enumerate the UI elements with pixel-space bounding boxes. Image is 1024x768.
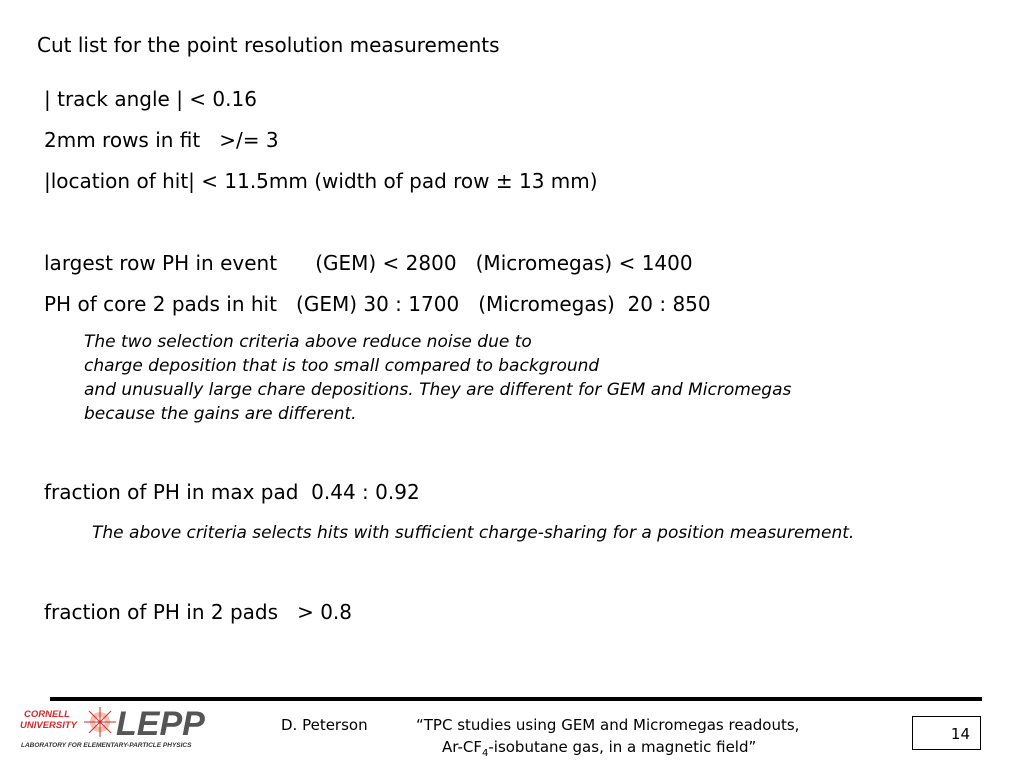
logo-university-text: UNIVERSITY bbox=[20, 720, 78, 731]
logo-lepp-text: LEPP bbox=[116, 705, 205, 743]
slide-title: Cut list for the point resolution measurements bbox=[37, 33, 500, 57]
footer-author: D. Peterson bbox=[281, 716, 368, 734]
criterion-largest-row-ph: largest row PH in event (GEM) < 2800 (Micromegas) < 1400 bbox=[44, 251, 693, 275]
criterion-hit-location: |location of hit| < 11.5mm (width of pad row ± 13 mm) bbox=[44, 169, 598, 193]
starburst-icon bbox=[84, 707, 116, 737]
logo-tagline-text: LABORATORY FOR ELEMENTARY-PARTICLE PHYSICS bbox=[21, 742, 192, 749]
criterion-track-angle: | track angle | < 0.16 bbox=[44, 87, 257, 111]
logo-cornell-text: CORNELL bbox=[24, 709, 70, 720]
note1-line: because the gains are different. bbox=[84, 404, 357, 424]
page-number: 14 bbox=[950, 725, 970, 743]
criterion-max-pad-fraction: fraction of PH in max pad 0.44 : 0.92 bbox=[44, 480, 420, 504]
note2: The above criteria selects hits with sufficient charge-sharing for a position measurement. bbox=[92, 523, 855, 543]
note1-line: charge deposition that is too small compared to background bbox=[84, 356, 600, 376]
lepp-logo bbox=[18, 698, 233, 753]
footer-talk-title-line2: $Ar-CF_4$-isobutane gas, in a magnetic field” bbox=[442, 738, 757, 759]
page-number-box bbox=[912, 716, 981, 750]
criterion-rows-in-fit: 2mm rows in fit >/= 3 bbox=[44, 128, 279, 152]
criterion-core-pads-ph: PH of core 2 pads in hit (GEM) 30 : 1700 (Micromegas) 20 : 850 bbox=[44, 292, 711, 316]
note1-line: The two selection criteria above reduce noise due to bbox=[84, 332, 532, 352]
criterion-two-pad-fraction: fraction of PH in 2 pads > 0.8 bbox=[44, 600, 353, 624]
note1-line: and unusually large chare depositions. They are different for GEM and Micromegas bbox=[84, 380, 792, 400]
footer-talk-title-line1: “TPC studies using GEM and Micromegas readouts, bbox=[416, 716, 800, 734]
